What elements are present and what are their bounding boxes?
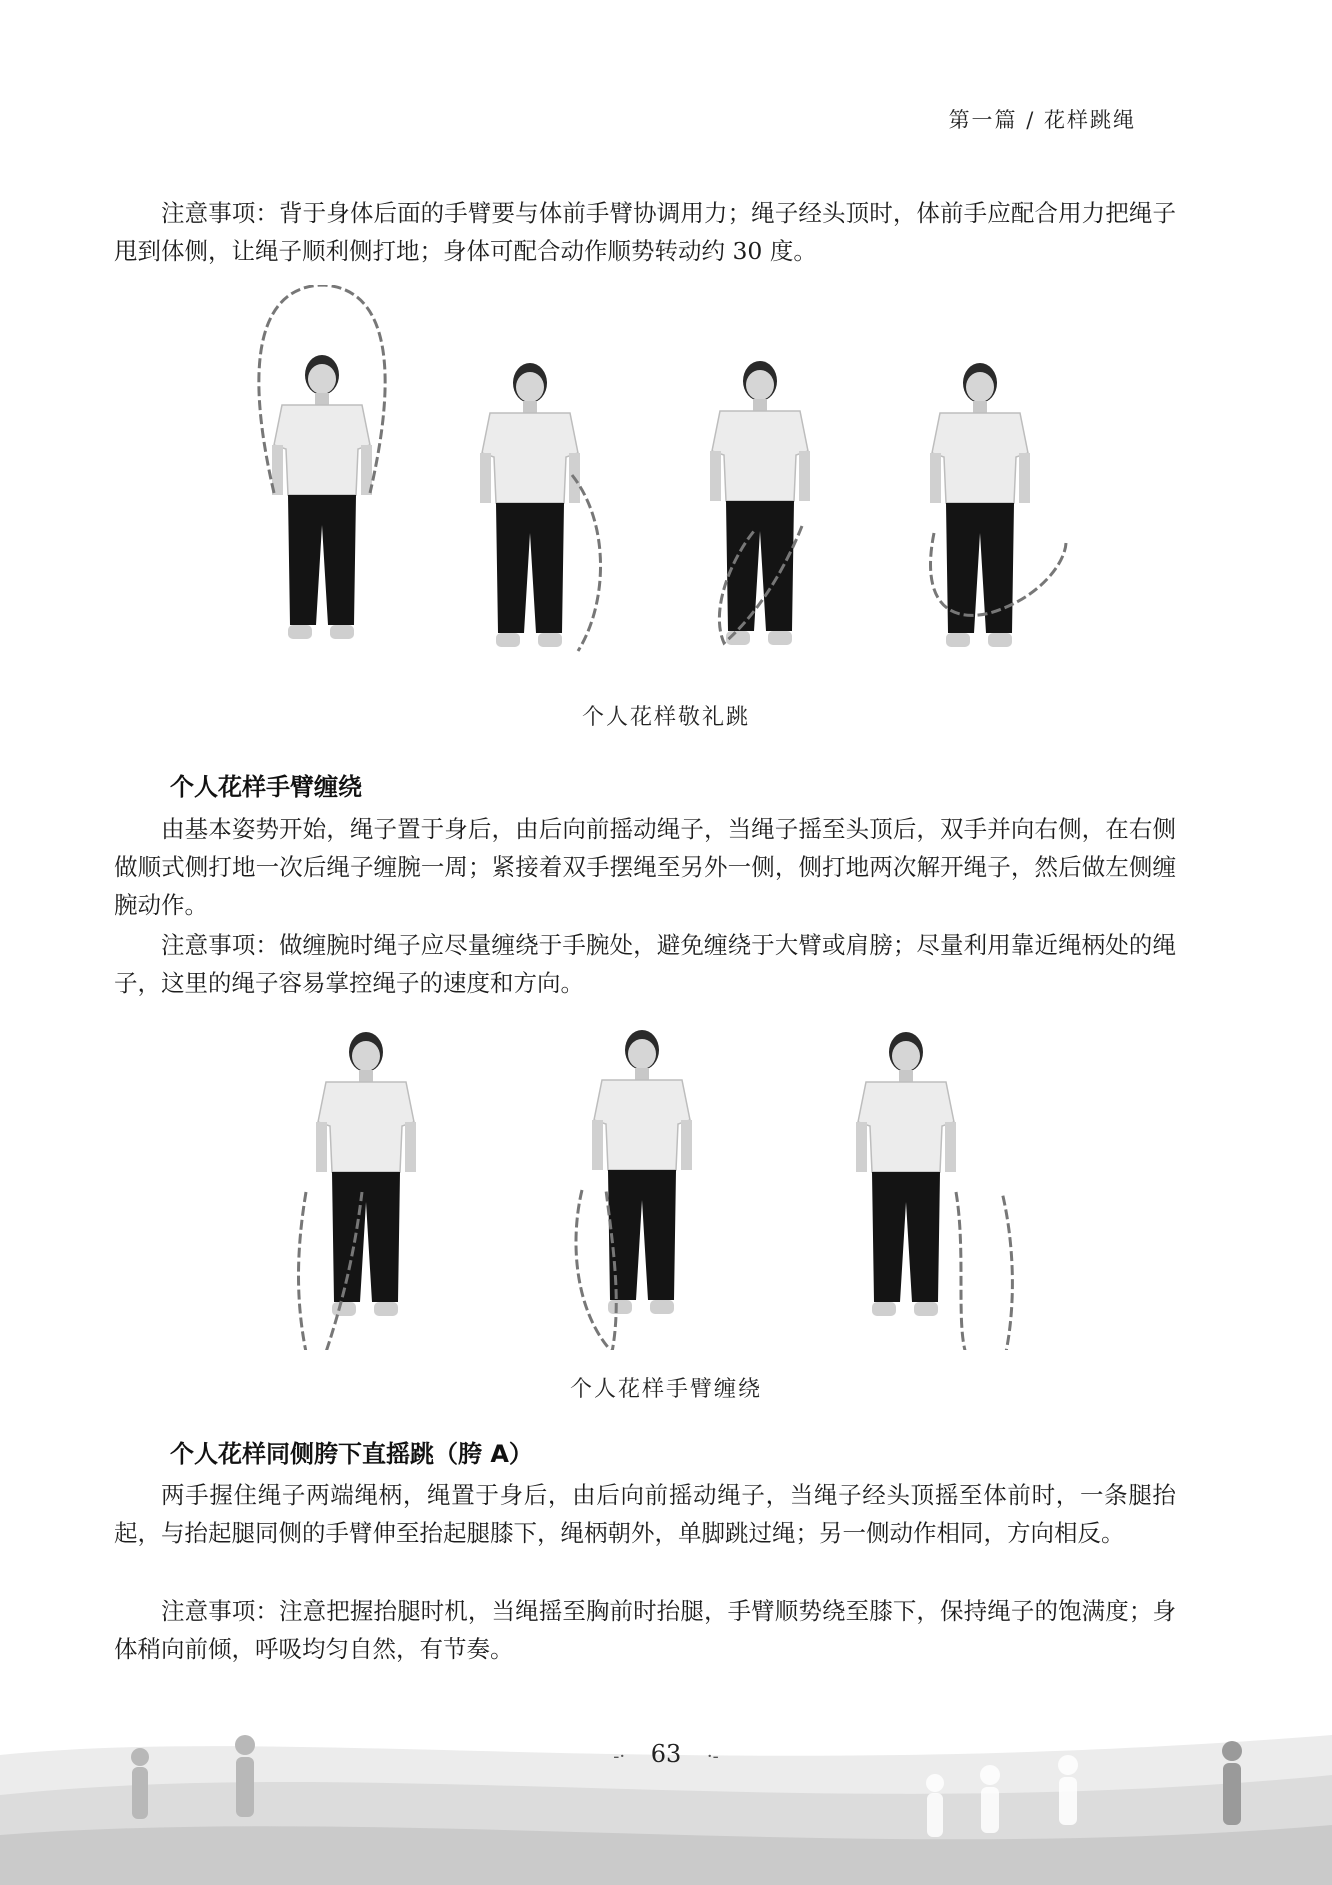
- page-number-dash-left: -·: [613, 1746, 626, 1767]
- paragraph-arm-wrap-notes: 注意事项：做缠腕时绳子应尽量缠绕于手腕处，避免缠绕于大臂或肩膀；尽量利用靠近绳柄处的绳子，这里的绳子容易掌控绳子的速度和方向。: [114, 931, 1176, 997]
- figure-caption-salute-jump: 个人花样敬礼跳: [581, 705, 750, 730]
- paragraph-crotch-cross-description: 两手握住绳子两端绳柄，绳置于身后，由后向前摇动绳子，当绳子经头顶摇至体前时，一条腿抬起，与抬起腿同侧的手臂伸至抬起腿膝下，绳柄朝外，单脚跳过绳；另一侧动作相同，方向相反。: [114, 1481, 1176, 1547]
- figure-arm-wrap-step-1: [299, 1032, 417, 1350]
- section-title-crotch-cross: 个人花样同侧胯下直摇跳（胯 A）: [170, 1440, 533, 1468]
- figure-arm-wrap-step-2: [576, 1030, 692, 1350]
- figure-salute-jump-photos: [230, 285, 1090, 675]
- figure-arm-wrap-step-3: [856, 1032, 1012, 1350]
- page-number-value: 63: [650, 1740, 682, 1768]
- figure-salute-step-2: [480, 363, 601, 651]
- page-number: [0, 1740, 1332, 1768]
- section-title-arm-wrap: 个人花样手臂缠绕: [170, 773, 362, 801]
- figure-salute-step-1: [259, 285, 385, 639]
- paragraph-salute-jump-notes: 注意事项：背于身体后面的手臂要与体前手臂协调用力；绳子经头顶时，体前手应配合用力把绳子甩到体侧，让绳子顺利侧打地；身体可配合动作顺势转动约 30 度。: [114, 199, 1176, 265]
- page-number-dash-right: ·-: [706, 1746, 719, 1767]
- running-head: 第一篇 / 花样跳绳: [948, 108, 1136, 132]
- figure-salute-step-3: [710, 361, 810, 645]
- paragraph-crotch-cross-notes: 注意事项：注意把握抬腿时机，当绳摇至胸前时抬腿，手臂顺势绕至膝下，保持绳子的饱满度；身体稍向前倾，呼吸均匀自然，有节奏。: [114, 1597, 1176, 1663]
- paragraph-arm-wrap-description: 由基本姿势开始，绳子置于身后，由后向前摇动绳子，当绳子摇至头顶后，双手并向右侧，在右侧做顺式侧打地一次后绳子缠腕一周；紧接着双手摆绳至另外一侧，侧打地两次解开绳子，然后做左侧缠腕动作。: [114, 815, 1176, 919]
- figure-arm-wrap-photos: [250, 1020, 1050, 1350]
- figure-salute-step-4: [930, 363, 1066, 647]
- figure-caption-arm-wrap: 个人花样手臂缠绕: [569, 1377, 762, 1402]
